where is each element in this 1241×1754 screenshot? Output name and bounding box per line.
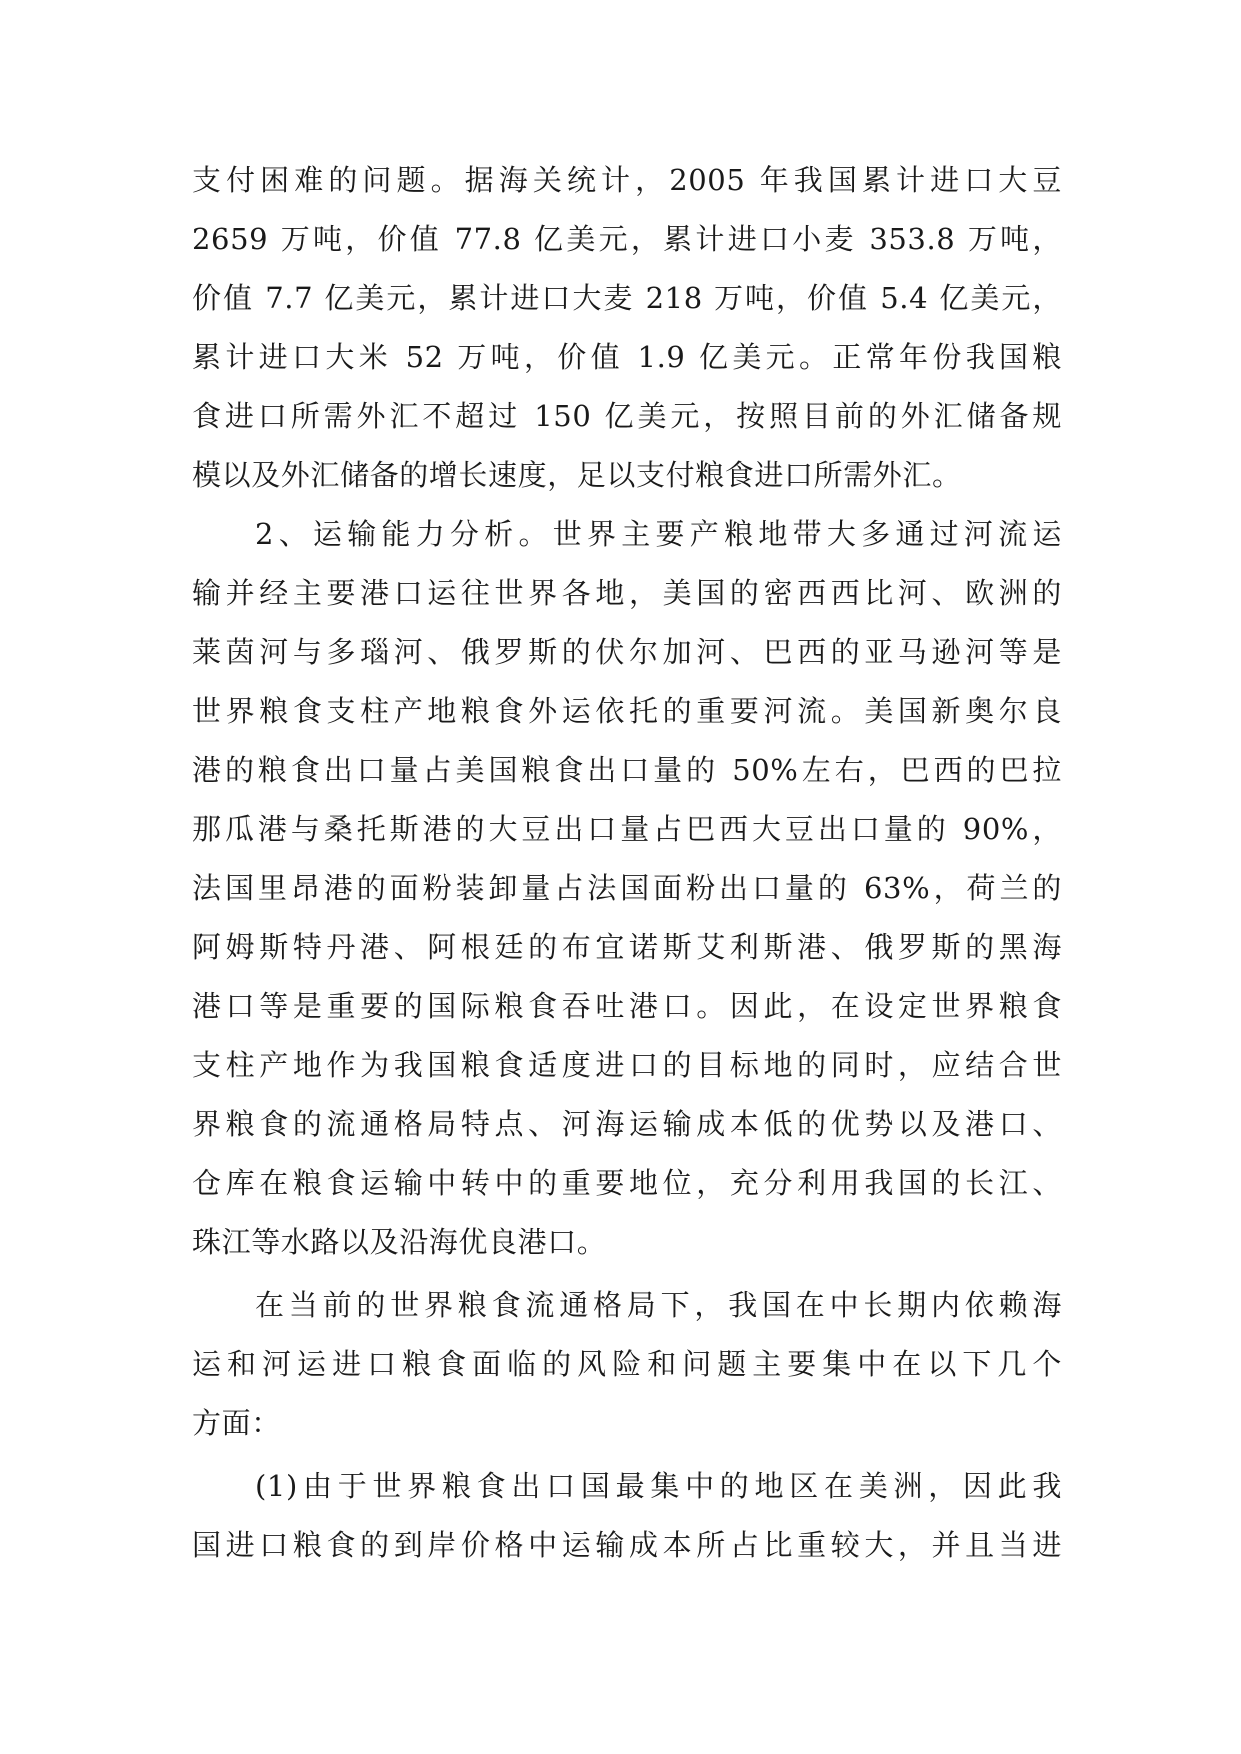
text-line: 法国里昂港的面粉装卸量占法国面粉出口量的 63%，荷兰的 [192, 871, 1062, 905]
text-line: 模以及外汇储备的增长速度，足以支付粮食进口所需外汇。 [192, 458, 962, 492]
text-line: 2659 万吨，价值 77.8 亿美元，累计进口小麦 353.8 万吨， [192, 222, 1062, 256]
text-line: 支付困难的问题。据海关统计，2005 年我国累计进口大豆 [192, 163, 1062, 197]
text-line: 那瓜港与桑托斯港的大豆出口量占巴西大豆出口量的 90%， [192, 812, 1062, 846]
text-line: 累计进口大米 52 万吨，价值 1.9 亿美元。正常年份我国粮 [192, 340, 1062, 374]
paragraph-first-line: (1)由于世界粮食出口国最集中的地区在美洲，因此我 [255, 1469, 1062, 1503]
text-line: 支柱产地作为我国粮食适度进口的目标地的同时，应结合世 [192, 1048, 1062, 1082]
paragraph-first-line: 2、运输能力分析。世界主要产粮地带大多通过河流运 [255, 517, 1062, 551]
text-line: 国进口粮食的到岸价格中运输成本所占比重较大，并且当进 [192, 1528, 1062, 1562]
text-line: 食进口所需外汇不超过 150 亿美元，按照目前的外汇储备规 [192, 399, 1062, 433]
text-line: 港的粮食出口量占美国粮食出口量的 50%左右，巴西的巴拉 [192, 753, 1062, 787]
paragraph-first-line: 在当前的世界粮食流通格局下，我国在中长期内依赖海 [255, 1288, 1062, 1322]
text-line: 运和河运进口粮食面临的风险和问题主要集中在以下几个 [192, 1347, 1062, 1381]
text-line: 价值 7.7 亿美元，累计进口大麦 218 万吨，价值 5.4 亿美元， [192, 281, 1062, 315]
text-line: 世界粮食支柱产地粮食外运依托的重要河流。美国新奥尔良 [192, 694, 1062, 728]
text-line: 仓库在粮食运输中转中的重要地位，充分利用我国的长江、 [192, 1166, 1062, 1200]
text-line: 港口等是重要的国际粮食吞吐港口。因此，在设定世界粮食 [192, 989, 1062, 1023]
text-line: 方面： [192, 1406, 281, 1440]
text-line: 莱茵河与多瑙河、俄罗斯的伏尔加河、巴西的亚马逊河等是 [192, 635, 1062, 669]
text-line: 阿姆斯特丹港、阿根廷的布宜诺斯艾利斯港、俄罗斯的黑海 [192, 930, 1062, 964]
text-line: 输并经主要港口运往世界各地，美国的密西西比河、欧洲的 [192, 576, 1062, 610]
text-line: 界粮食的流通格局特点、河海运输成本低的优势以及港口、 [192, 1107, 1062, 1141]
text-line: 珠江等水路以及沿海优良港口。 [192, 1225, 607, 1259]
